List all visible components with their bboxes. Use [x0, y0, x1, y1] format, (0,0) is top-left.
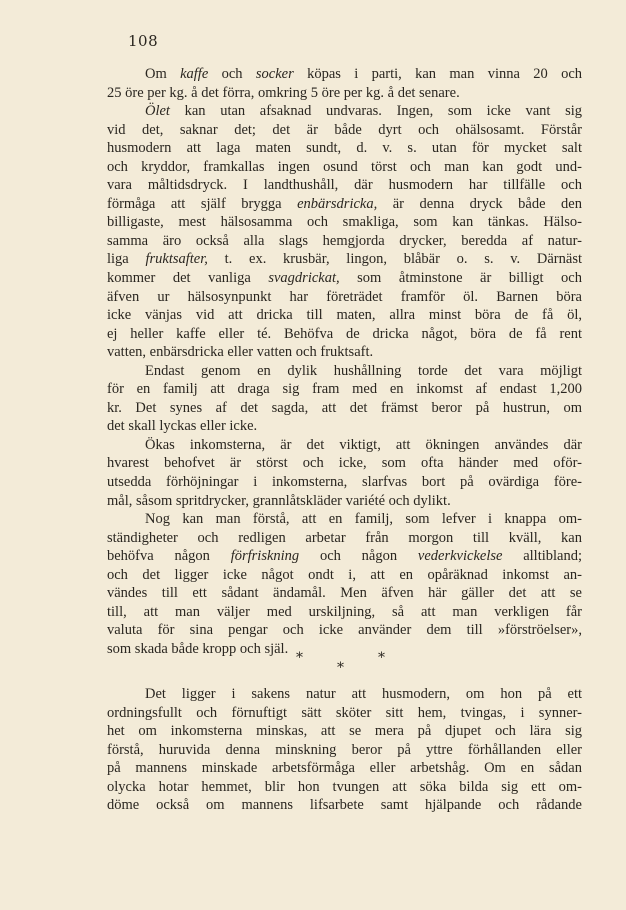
text-run: förmåga att själf brygga	[107, 195, 298, 212]
text-run: kommer det vanliga	[107, 270, 269, 287]
text-run: valuta för sina pengar och icke använder dem till »förströelser»,	[107, 622, 582, 639]
text-line	[107, 759, 582, 778]
text-run: husmodern att laga maten sundt, d. v. s. utan för mycket salt	[107, 140, 582, 157]
text-run: kan utan afsaknad undvaras. Ingen, som icke vant sig	[169, 103, 582, 120]
text-line	[107, 380, 582, 399]
text-line	[107, 704, 582, 723]
text-line	[107, 195, 582, 214]
text-line	[107, 158, 582, 177]
text-line	[107, 325, 582, 344]
text-run: är denna dryck både den	[377, 195, 582, 212]
text-run: på mannens minskade arbetsförmåga eller arbetshåg. Om en sådan	[107, 760, 582, 777]
text-run: och någon	[299, 548, 418, 565]
text-run: t. ex. krusbär, lingon, blåbär o. s. v. Därnäst	[207, 251, 582, 268]
text-line	[107, 102, 582, 121]
text-line	[107, 213, 582, 232]
text-run: ständigheter och redligen arbetar från morgon till kväll, kan	[107, 529, 582, 546]
text-line	[107, 796, 582, 815]
text-line	[107, 84, 582, 103]
text-run: Om	[145, 66, 181, 82]
text-line	[107, 232, 582, 251]
text-run: köpas i parti, kan man vinna 20 och	[293, 66, 582, 82]
text-run: Det ligger i sakens natur att husmodern, om hon på ett	[145, 686, 582, 702]
italic-term: Ölet	[145, 103, 170, 120]
text-line	[107, 722, 582, 741]
text-block-main	[107, 65, 582, 659]
text-line	[107, 65, 582, 84]
text-run: behöfva någon	[107, 548, 231, 565]
asterism-star-left: *	[296, 650, 303, 666]
italic-term: socker	[255, 66, 294, 82]
text-line	[107, 306, 582, 325]
italic-term: kaffe	[180, 66, 209, 82]
text-line	[107, 139, 582, 158]
italic-term: förfriskning	[230, 548, 300, 565]
text-line	[107, 454, 582, 473]
text-run: utsedda förhöjningar i inkomsterna, slarfvas bort på ovärdiga före-	[107, 474, 582, 491]
text-line	[107, 288, 582, 307]
text-line	[107, 547, 582, 566]
asterism-star-bottom: *	[337, 660, 344, 676]
text-run: ordningsfullt och förnuftigt sätt sköter sitt hem, tvingas, i synner-	[107, 704, 582, 721]
text-run: vid det, saknar det; det är både dyrt och ohälsosamt. Förstår	[107, 121, 582, 138]
text-line	[107, 343, 582, 362]
text-line	[107, 741, 582, 760]
text-run: Nog kan man förstå, att en familj, som lefver i knappa om-	[145, 511, 582, 528]
text-line	[107, 621, 582, 640]
text-line	[107, 603, 582, 622]
text-line	[107, 436, 582, 455]
text-run: och kryddor, framkallas ingen osund törst och man kan godt und-	[107, 158, 582, 175]
text-block-section2	[107, 685, 582, 815]
asterism-star-right: *	[378, 650, 385, 666]
text-line	[107, 250, 582, 269]
text-line	[107, 778, 582, 797]
text-line	[107, 529, 582, 548]
text-line	[107, 584, 582, 603]
text-line	[107, 417, 582, 436]
text-run: och	[208, 66, 256, 82]
text-run: olycka hotar hemmet, blir hon tvungen att söka bilda sig ett om-	[107, 778, 582, 795]
text-run: hvarest behofvet är störst och icke, som ofta händer med oför-	[107, 455, 582, 472]
text-line	[107, 566, 582, 585]
italic-term: fruktsafter,	[145, 251, 208, 268]
asterism-divider	[0, 648, 626, 678]
text-run: det skall lyckas eller icke.	[107, 418, 258, 435]
text-run: Endast genom en dylik hushållning torde det vara möjligt	[145, 362, 582, 379]
text-run: döme också om mannens lifsarbete samt hjälpande och rådande	[107, 797, 582, 814]
text-line	[107, 510, 582, 529]
text-run: icke vänjas vid att dricka till maten, allra minst böra de få öl,	[107, 307, 582, 324]
text-run: Ökas inkomsterna, är det viktigt, att ökningen användes där	[145, 436, 582, 453]
text-run: alltibland;	[502, 548, 582, 565]
text-line	[107, 269, 582, 288]
text-line	[107, 176, 582, 195]
text-line	[107, 492, 582, 511]
text-line	[107, 121, 582, 140]
text-run: samma äro också alla slags hemgjorda drycker, beredda af natur-	[107, 232, 582, 249]
page-number: 108	[128, 32, 159, 50]
text-run: som skada både kropp och själ.	[107, 640, 289, 657]
text-run: billigaste, mest hälsosamma och smakliga, som kan tänkas. Hälso-	[107, 214, 582, 231]
text-run: vara måltidsdryck. I landthushåll, där husmodern har tillfälle och	[107, 177, 582, 194]
text-run: ej heller kaffe eller té. Behöfva de dricka något, böra de få rent	[107, 325, 582, 342]
text-run: äfven ur hälsosynpunkt har företrädet framför öl. Barnen böra	[107, 288, 582, 305]
italic-term: enbärsdricka,	[297, 195, 378, 212]
italic-term: svagdrickat,	[268, 270, 340, 287]
text-run: liga	[107, 251, 146, 268]
text-run: vatten, enbärsdricka eller vatten och fruktsaft.	[107, 344, 374, 361]
italic-term: vederkvickelse	[417, 548, 503, 565]
text-run: kr. Det synes af det sagda, att det främst beror på hustrun, om	[107, 399, 582, 416]
text-line	[107, 685, 582, 704]
text-line	[107, 399, 582, 418]
text-line	[107, 362, 582, 381]
text-run: förstå, huruvida denna minskning beror på yttre förhållanden eller	[107, 741, 582, 758]
text-run: vändes till ett sådant ändamål. Men äfven här gäller det att se	[107, 585, 582, 602]
text-line	[107, 473, 582, 492]
text-run: och det ligger icke något ondt i, att en opåräknad inkomst an-	[107, 566, 582, 583]
text-run: som åtminstone är billigt och	[339, 270, 582, 287]
text-run: het om inkomsterna minskas, att se mera på djupet och lära sig	[107, 723, 582, 740]
text-run: för en familj att draga sig fram med en inkomst af endast 1,200	[107, 381, 582, 398]
text-run: mål, såsom spritdrycker, grannlåtskläder variété och dylikt.	[107, 492, 451, 509]
text-run: till, att man väljer med urskiljning, så att man verkligen får	[107, 603, 582, 620]
text-run: 25 öre per kg. å det förra, omkring 5 öre per kg. å det senare.	[107, 84, 460, 101]
